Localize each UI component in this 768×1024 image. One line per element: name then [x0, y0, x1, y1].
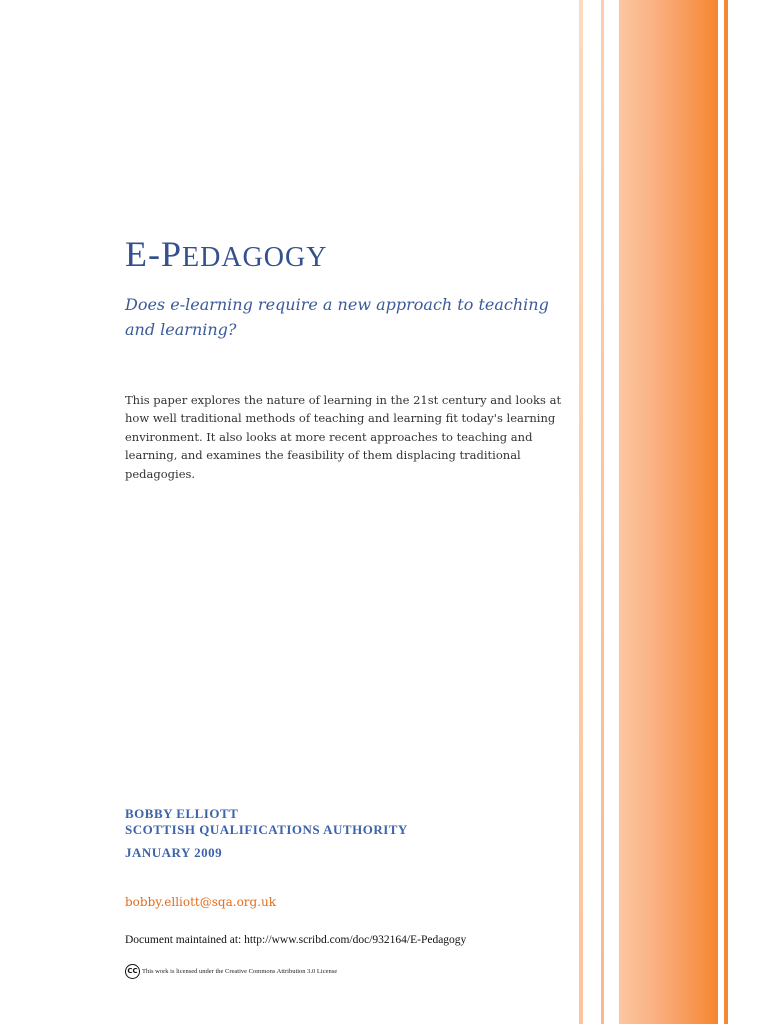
decorative-stripe-wide [619, 0, 718, 1024]
license-notice [125, 962, 337, 980]
document-title [125, 233, 327, 275]
creative-commons-icon[interactable]: CC [125, 964, 140, 979]
author-email-link[interactable]: bobby.elliott@sqa.org.uk [125, 895, 277, 909]
title-rest: EDAGOGY [182, 242, 328, 273]
document-subtitle: Does e-learning require a new approach to teaching and learning? [125, 295, 549, 339]
author-name: BOBBY ELLIOTT [125, 806, 239, 821]
title-initial-e: E- [125, 234, 161, 274]
license-text: This work is licensed under the Creative Commons Attribution 3.0 License [142, 967, 338, 975]
abstract-paragraph: This paper explores the nature of learning in the 21st century and looks at how well traditional methods of teaching and learning fit today's learning environment. It also looks at more recent approaches to teaching and learning, and examines the feasibility of them displacing traditional pedagogies. [125, 393, 562, 481]
decorative-stripe-thin-2 [601, 0, 604, 1024]
publication-date: JANUARY 2009 [125, 845, 223, 860]
decorative-stripe-thin-1 [579, 0, 583, 1024]
title-initial-p: P [160, 234, 183, 274]
decorative-stripe-thin-3 [724, 0, 728, 1024]
author-organization: SCOTTISH QUALIFICATIONS AUTHORITY [125, 822, 408, 837]
maintained-at-url[interactable]: Document maintained at: http://www.scribd.com/doc/932164/E-Pedagogy [125, 934, 467, 946]
